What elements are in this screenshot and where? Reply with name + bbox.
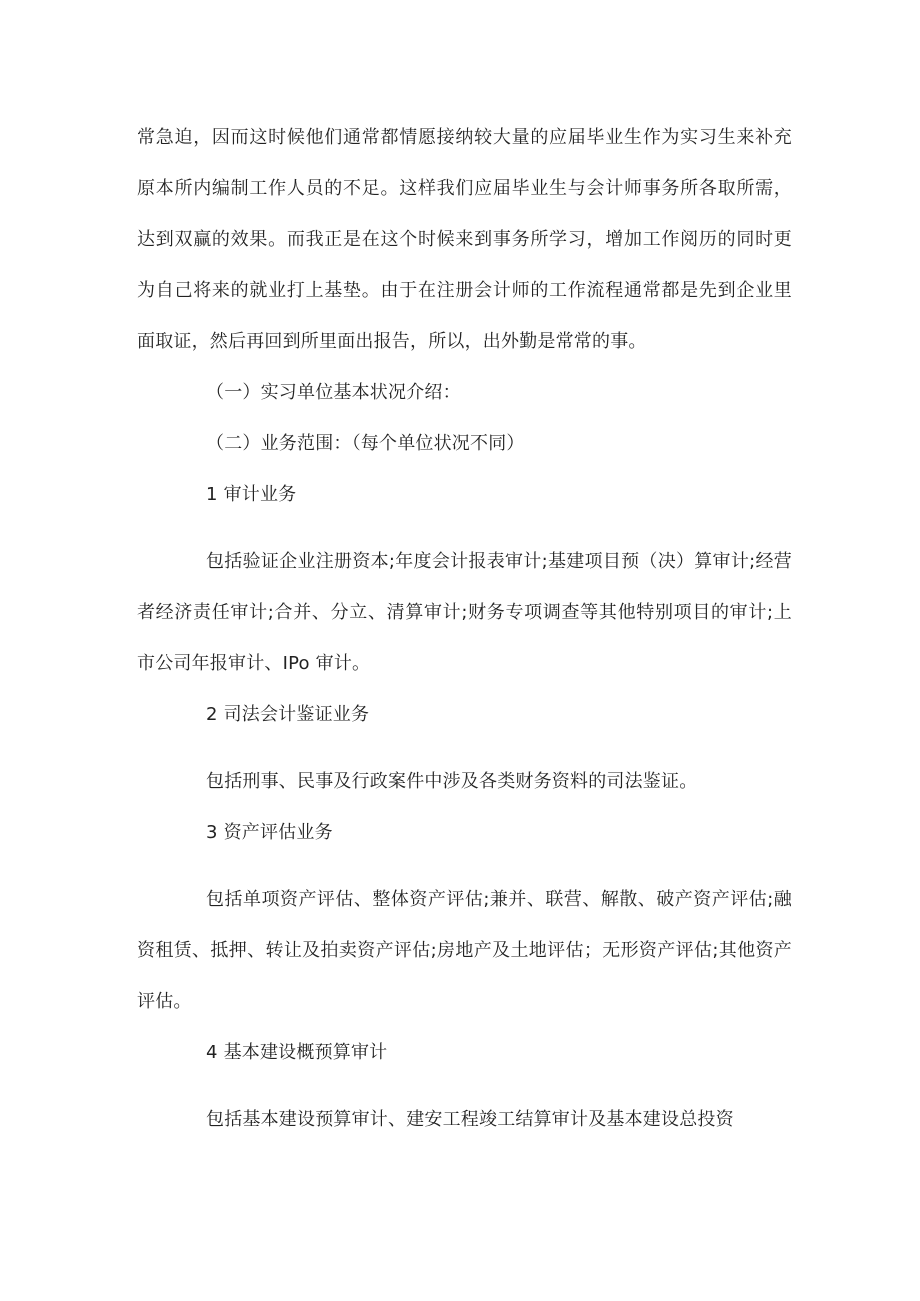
heading-business-scope: （二）业务范围：（每个单位状况不同）: [206, 433, 525, 454]
paragraph-intro: 常急迫，因而这时候他们通常都情愿接纳较大量的应届毕业生作为实习生来补充原本所内编制工作人员的不足。这样我们应届毕业生与会计师事务所各取所需，达到双赢的效果。而我正是在这个时候来到事务所学习，增加工作阅历的同时更为自己将来的就业打上基垫。由于在注册会计师的工作流程通常都是先到企业里面取证，然后再回到所里面出报告，所以，出外勤是常常的事。: [137, 127, 792, 352]
paragraph-judicial-accounting: 包括刑事、民事及行政案件中涉及各类财务资料的司法鉴证。: [206, 771, 698, 792]
spacer: [137, 520, 792, 536]
heading-audit-business: 1 审计业务: [206, 484, 297, 505]
spacer: [137, 740, 792, 756]
paragraph-asset-appraisal: 包括单项资产评估、整体资产评估;兼并、联营、解散、破产资产评估;融资租赁、抵押、转让及拍卖资产评估;房地产及土地评估；无形资产评估;其他资产评估。: [137, 889, 792, 1012]
paragraph-construction-budget-audit: 包括基本建设预算审计、建安工程竣工结算审计及基本建设总投资: [206, 1109, 734, 1130]
heading-judicial-accounting: 2 司法会计鉴证业务: [206, 704, 370, 725]
spacer: [137, 1078, 792, 1094]
heading-construction-budget-audit: 4 基本建设概预算审计: [206, 1042, 388, 1063]
paragraph-audit-business: 包括验证企业注册资本;年度会计报表审计;基建项目预（决）算审计;经营者经济责任审计;合并、分立、清算审计;财务专项调查等其他特别项目的审计;上市公司年报审计、IPo 审计。: [137, 551, 792, 674]
heading-unit-overview: （一）实习单位基本状况介绍：: [206, 382, 461, 403]
document-body: [137, 112, 792, 1145]
spacer: [137, 858, 792, 874]
heading-asset-appraisal: 3 资产评估业务: [206, 822, 333, 843]
